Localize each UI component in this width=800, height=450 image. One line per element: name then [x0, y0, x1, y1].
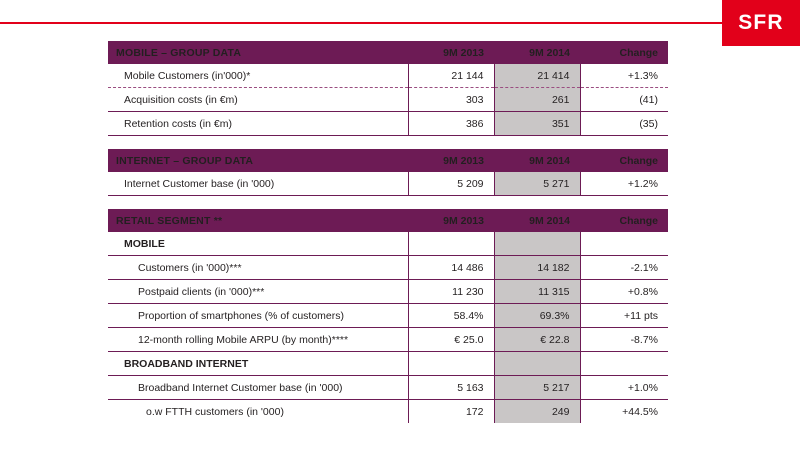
row-value-y2: 14 182 [494, 256, 580, 280]
column-header-y2: 9M 2014 [494, 209, 580, 232]
table-row [108, 328, 668, 352]
row-label: MOBILE [108, 232, 408, 256]
row-label: o.w FTTH customers (in '000) [108, 400, 408, 424]
table-row [108, 172, 668, 196]
column-header-change: Change [580, 149, 668, 172]
row-label: Internet Customer base (in '000) [108, 172, 408, 196]
table-section-row [108, 232, 668, 256]
table-row [108, 64, 668, 88]
row-value-y2: 21 414 [494, 64, 580, 88]
column-header-change: Change [580, 209, 668, 232]
table-row [108, 256, 668, 280]
table-internet-group-data [108, 149, 668, 196]
table-header-row [108, 209, 668, 232]
column-header-y1: 9M 2013 [408, 209, 494, 232]
row-value-y1 [408, 232, 494, 256]
row-value-y1: € 25.0 [408, 328, 494, 352]
row-value-change: (35) [580, 112, 668, 136]
row-value-y1 [408, 352, 494, 376]
row-value-y2 [494, 232, 580, 256]
row-value-y2: 249 [494, 400, 580, 424]
row-value-y1: 303 [408, 88, 494, 112]
table-header-row [108, 149, 668, 172]
row-value-y1: 5 209 [408, 172, 494, 196]
row-value-y2: 11 315 [494, 280, 580, 304]
table-section-row [108, 352, 668, 376]
row-value-change: (41) [580, 88, 668, 112]
row-value-change: +11 pts [580, 304, 668, 328]
row-value-change: +1.0% [580, 376, 668, 400]
column-header-change: Change [580, 41, 668, 64]
table-header-row [108, 41, 668, 64]
header-rule [0, 22, 746, 24]
row-value-y1: 58.4% [408, 304, 494, 328]
table-row [108, 376, 668, 400]
row-value-y2: 351 [494, 112, 580, 136]
row-value-y1: 11 230 [408, 280, 494, 304]
data-sheet [108, 41, 668, 436]
row-value-y2: 69.3% [494, 304, 580, 328]
table-title: RETAIL SEGMENT ** [108, 209, 408, 232]
row-value-y1: 172 [408, 400, 494, 424]
row-label: Acquisition costs (in €m) [108, 88, 408, 112]
row-value-y2: 261 [494, 88, 580, 112]
table-mobile-group-data [108, 41, 668, 136]
row-value-y1: 21 144 [408, 64, 494, 88]
row-label: Customers (in '000)*** [108, 256, 408, 280]
row-value-change: +44.5% [622, 405, 658, 418]
row-value-y1: 14 486 [408, 256, 494, 280]
row-value-change: -2.1% [580, 256, 668, 280]
column-header-y2: 9M 2014 [494, 149, 580, 172]
row-value-change [580, 232, 668, 256]
row-label: 12-month rolling Mobile ARPU (by month)**** [108, 328, 408, 352]
table-row [108, 304, 668, 328]
row-value-y2: 5 271 [494, 172, 580, 196]
row-label: Postpaid clients (in '000)*** [108, 280, 408, 304]
row-value-change: +0.8% [580, 280, 668, 304]
table-row [108, 88, 668, 112]
row-label: Proportion of smartphones (% of customers) [108, 304, 408, 328]
row-value-change [580, 352, 668, 376]
row-value-y2: 5 217 [494, 376, 580, 400]
table-row [108, 112, 668, 136]
row-value-y1: 386 [408, 112, 494, 136]
table-row [108, 280, 668, 304]
row-label: Retention costs (in €m) [108, 112, 408, 136]
row-label: BROADBAND INTERNET [108, 352, 408, 376]
row-value-change: +1.2% [580, 172, 668, 196]
column-header-y2: 9M 2014 [494, 41, 580, 64]
row-value-change: -8.7% [580, 328, 668, 352]
column-header-y1: 9M 2013 [408, 41, 494, 64]
row-value-change: +1.3% [580, 64, 668, 88]
row-label: Mobile Customers (in'000)* [108, 64, 408, 88]
row-label: Broadband Internet Customer base (in '000) [108, 376, 408, 400]
sfr-logo: SFR [722, 0, 800, 46]
table-title: MOBILE – GROUP DATA [108, 41, 408, 64]
table-retail-segment [108, 209, 668, 423]
table-title: INTERNET – GROUP DATA [108, 149, 408, 172]
table-row [108, 400, 668, 424]
row-value-y2: € 22.8 [494, 328, 580, 352]
row-value-y2 [494, 352, 580, 376]
column-header-y1: 9M 2013 [408, 149, 494, 172]
row-value-y1: 5 163 [408, 376, 494, 400]
